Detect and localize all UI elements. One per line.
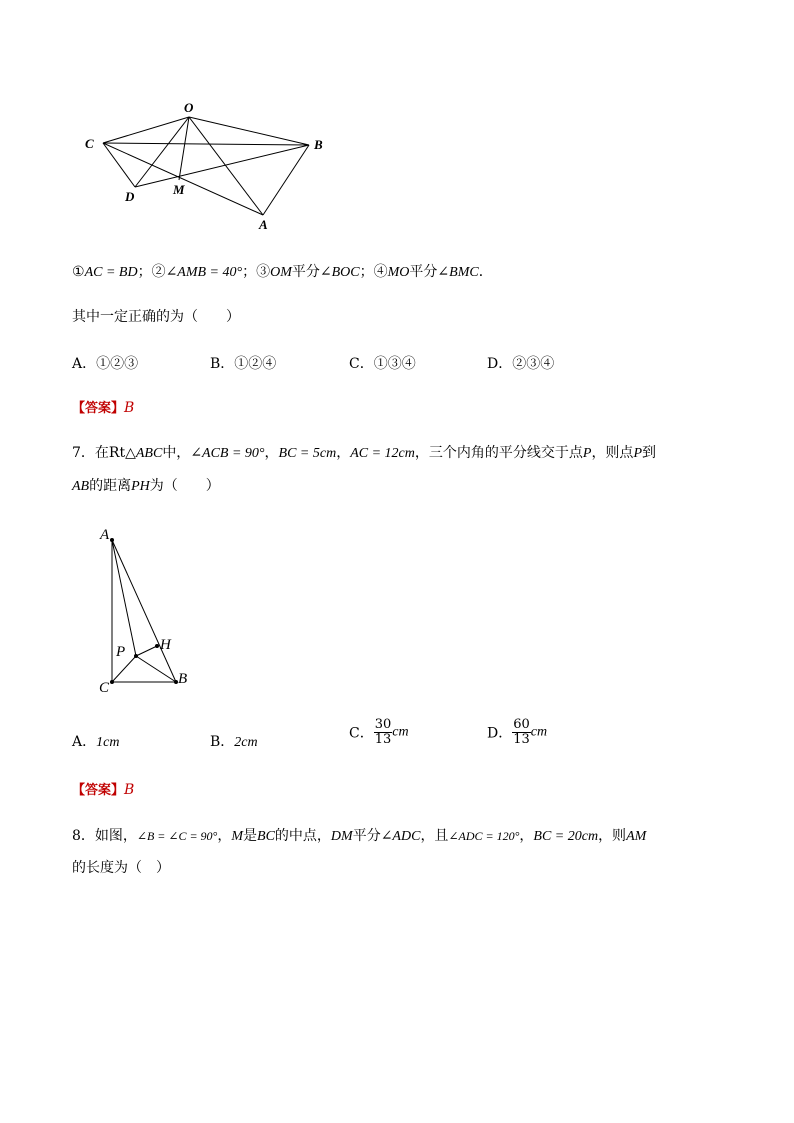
text: ， xyxy=(336,445,351,461)
separator: ； xyxy=(359,264,374,280)
statement-3-expr: OM xyxy=(270,265,292,280)
q7-line-1 xyxy=(72,443,656,464)
label-B: B xyxy=(178,671,188,687)
option-label: C． xyxy=(349,725,374,742)
statement-2-expr: ∠AMB = 40° xyxy=(165,265,243,280)
text: 7．在 xyxy=(72,445,109,461)
q6-prompt: 其中一定正确的为（ ） xyxy=(72,309,240,325)
q6-statements xyxy=(72,262,493,283)
option-label: D． xyxy=(487,725,513,742)
statement-3-mark: ③ xyxy=(256,264,271,280)
label-A: A xyxy=(100,527,110,543)
segment-ph: PH xyxy=(131,479,150,494)
answer-label: 【答案】 xyxy=(72,783,125,798)
label-A: A xyxy=(259,217,268,232)
text: 的中点， xyxy=(274,828,331,844)
q8-line-2: 的长度为（ ） xyxy=(72,860,170,876)
label-C: C xyxy=(99,680,110,696)
statement-2-mark: ② xyxy=(151,264,166,280)
answer-value: B xyxy=(124,400,135,416)
label-B: B xyxy=(314,137,323,152)
segment-dm: DM xyxy=(330,829,353,844)
statement-end: ． xyxy=(478,264,493,280)
label-H: H xyxy=(160,637,171,653)
statement-1-mark: ① xyxy=(72,264,85,280)
unit: cm xyxy=(530,724,548,740)
text: 平分 xyxy=(352,828,381,844)
text: ， xyxy=(217,828,232,844)
statement-4-mark: ④ xyxy=(373,264,388,280)
q6-option-c[interactable]: C．①③④ xyxy=(349,356,416,372)
text: 是 xyxy=(243,828,258,844)
text: ，则 xyxy=(598,828,627,844)
text: 到 xyxy=(642,445,656,461)
point-p: P xyxy=(633,446,642,461)
statement-3-angle: ∠BOC xyxy=(319,265,360,280)
option-value: 1cm xyxy=(96,735,120,750)
q7-option-c[interactable] xyxy=(349,718,409,747)
text: 8．如图， xyxy=(72,828,137,844)
angle-expr: ∠ACB = 90° xyxy=(190,446,265,461)
text: Rt△ xyxy=(108,445,136,461)
statement-4-expr: MO xyxy=(387,265,410,280)
answer-label: 【答案】 xyxy=(72,401,125,416)
denominator: 13 xyxy=(374,732,392,747)
point-m: M xyxy=(231,829,244,844)
q6-answer xyxy=(72,398,134,419)
geometry-figure-1 xyxy=(75,95,345,240)
separator: ； xyxy=(242,264,257,280)
text: ，且 xyxy=(420,828,449,844)
label-O: O xyxy=(184,100,194,115)
unit: cm xyxy=(392,724,409,740)
statement-3-text: 平分 xyxy=(291,264,320,280)
q7-option-d[interactable] xyxy=(487,718,547,747)
option-label: B． xyxy=(210,734,235,750)
bc-value: BC = 20cm xyxy=(533,829,599,844)
text: ，三个内角的平分线交于点 xyxy=(414,445,583,461)
q8-line-1 xyxy=(72,826,646,847)
text: ，则点 xyxy=(591,445,634,461)
angle-adc: ∠ADC xyxy=(380,829,421,844)
statement-4-angle: ∠BMC xyxy=(437,265,479,280)
angle-adc-value: ∠ADC = 120° xyxy=(448,829,520,843)
point-p: P xyxy=(582,446,592,461)
segment-ab: AB xyxy=(72,479,90,494)
text: ， xyxy=(519,828,534,844)
option-label: A． xyxy=(72,734,97,750)
text: 为（ ） xyxy=(149,478,220,494)
q7-line-2 xyxy=(72,476,220,497)
label-C: C xyxy=(85,136,94,151)
geometry-figure-2 xyxy=(90,520,210,700)
separator: ； xyxy=(137,264,152,280)
label-P: P xyxy=(116,644,126,660)
text: 的距离 xyxy=(89,478,132,494)
option-value: 2cm xyxy=(234,735,258,750)
text: 中， xyxy=(162,445,191,461)
numerator: 60 xyxy=(513,717,530,732)
q7-option-a[interactable] xyxy=(72,731,119,751)
q7-option-b[interactable] xyxy=(210,731,258,751)
fraction xyxy=(512,718,531,747)
statement-4-text: 平分 xyxy=(409,264,438,280)
denominator: 13 xyxy=(513,732,530,747)
label-M: M xyxy=(173,182,185,197)
numerator: 30 xyxy=(374,717,392,732)
q6-option-d[interactable]: D．②③④ xyxy=(487,356,555,372)
statement-1-expr: AC = BD xyxy=(84,265,138,280)
q7-answer xyxy=(72,780,134,801)
text: ， xyxy=(264,445,279,461)
bc-expr: BC = 5cm xyxy=(278,446,337,461)
angle-expr: ∠B = ∠C = 90° xyxy=(136,829,218,843)
ac-expr: AC = 12cm xyxy=(350,446,415,461)
q6-option-a[interactable]: A．①②③ xyxy=(72,356,139,372)
segment-am: AM xyxy=(626,829,647,844)
triangle-name: ABC xyxy=(135,446,163,461)
answer-value: B xyxy=(124,782,135,798)
fraction xyxy=(374,718,393,747)
segment-bc: BC xyxy=(257,829,275,844)
q6-option-b[interactable]: B．①②④ xyxy=(210,356,277,372)
label-D: D xyxy=(125,189,135,204)
